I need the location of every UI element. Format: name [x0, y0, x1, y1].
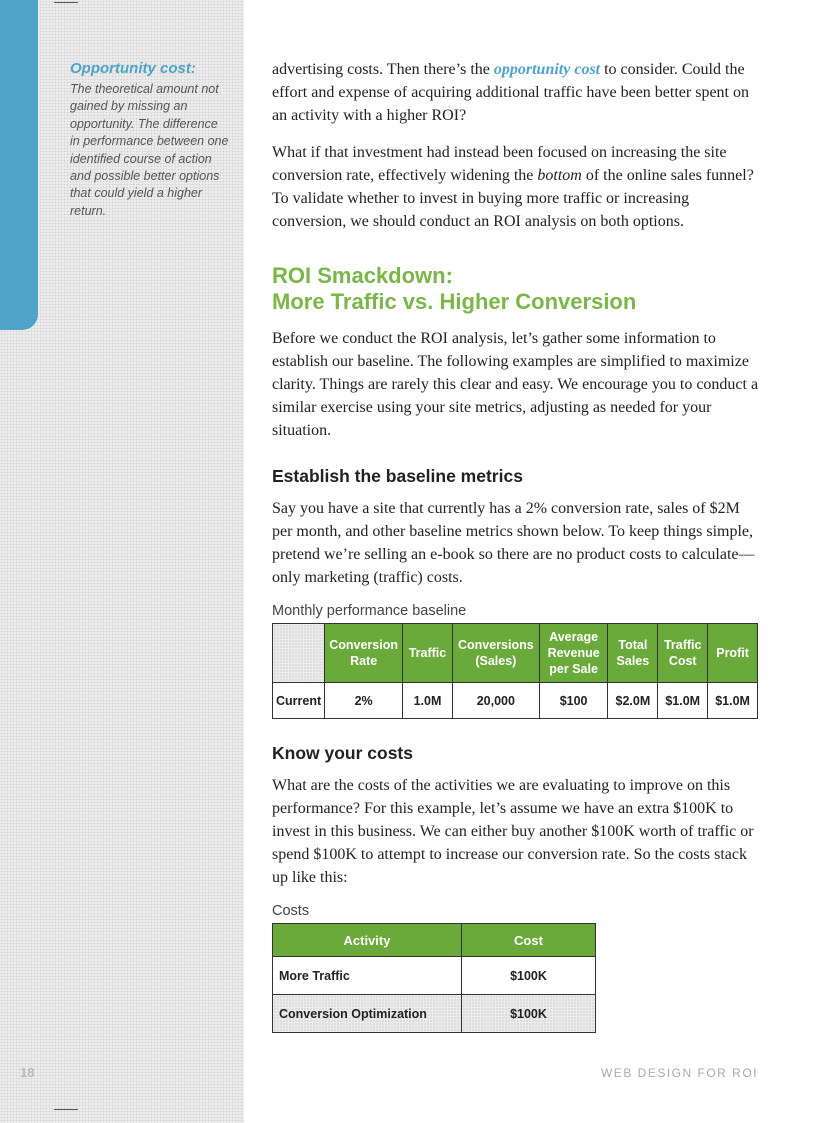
baseline-table-header-row: [273, 624, 758, 683]
crop-mark-bottom: [54, 1109, 78, 1110]
header-total-sales: Total Sales: [608, 624, 658, 683]
intro-p1-end: to consider. Could the effort and expense of acquiring additional traffic have been better spent on an activity with a higher ROI?: [272, 61, 749, 124]
sidenote: [70, 60, 230, 220]
running-footer: WEB DESIGN FOR ROI: [600, 1066, 758, 1080]
header-cost: Cost: [462, 924, 596, 957]
crop-mark-top: [54, 2, 78, 3]
baseline-paragraph: Say you have a site that currently has a 2% conversion rate, sales of $2M per month, and other baseline metrics shown below. To keep things simple, pretend we’re selling an e-book so there are no product costs to calculate—only marketing (traffic) costs.: [272, 500, 755, 586]
activity-cell: More Traffic: [273, 957, 462, 995]
cell-conversions: 20,000: [452, 683, 539, 719]
intro-paragraph-2: [272, 141, 760, 233]
header-conversion-rate: Conversion Rate: [325, 624, 403, 683]
header-activity: Activity: [273, 924, 462, 957]
header-traffic-cost: Traffic Cost: [658, 624, 708, 683]
main-content: [272, 58, 760, 1033]
section-title-line-2: More Traffic vs. Higher Conversion: [272, 289, 637, 314]
baseline-table: [272, 623, 758, 719]
baseline-corner-cell: [273, 624, 325, 683]
opportunity-cost-term: opportunity cost: [493, 61, 601, 78]
cost-cell: $100K: [462, 957, 596, 995]
cell-profit: $1.0M: [708, 683, 758, 719]
section-paragraph: Before we conduct the ROI analysis, let’s gather some information to establish our baseline. The following examples are simplified to maximize clarity. Things are rarely this clear and easy. We encourage you to conduct a similar exercise using your site metrics, adjusting as needed for your situation.: [272, 330, 759, 439]
intro-p2-start: What if that investment had instead been focused on increasing the site conversion rate, effectively widening the: [272, 144, 727, 184]
section-title: [272, 263, 760, 315]
sidenote-body: The theoretical amount not gained by missing an opportunity. The difference in performance between one identified course of action and possible better options that could yield a higher return.: [70, 82, 229, 218]
cell-conversion-rate: 2%: [325, 683, 403, 719]
table-row: [273, 683, 758, 719]
header-profit: Profit: [708, 624, 758, 683]
baseline-table-caption: Monthly performance baseline: [272, 603, 467, 619]
cost-cell: $100K: [462, 995, 596, 1033]
cell-traffic-cost: $1.0M: [658, 683, 708, 719]
chapter-tab: [0, 0, 38, 330]
costs-heading: Know your costs: [272, 743, 413, 763]
costs-table-caption: Costs: [272, 903, 310, 919]
table-row: [273, 957, 596, 995]
cell-average-revenue: $100: [539, 683, 608, 719]
header-traffic: Traffic: [403, 624, 453, 683]
costs-paragraph: What are the costs of the activities we are evaluating to improve on this performance? For this example, let’s assume we have an extra $100K to invest in this business. We can either buy another $100K worth of traffic or spend $100K to attempt to increase our conversion rate. So the costs stack up like this:: [272, 777, 754, 886]
activity-cell: Conversion Optimization: [273, 995, 462, 1033]
sidenote-title: Opportunity cost:: [70, 60, 196, 77]
intro-paragraph-1: [272, 58, 760, 127]
header-conversions: Conversions (Sales): [452, 624, 539, 683]
header-average-revenue: Average Revenue per Sale: [539, 624, 608, 683]
row-label-current: Current: [273, 683, 325, 719]
costs-table: [272, 923, 596, 1033]
cell-traffic: 1.0M: [403, 683, 453, 719]
baseline-heading: Establish the baseline metrics: [272, 466, 523, 486]
intro-p1-start: advertising costs. Then there’s the: [272, 61, 494, 78]
cell-total-sales: $2.0M: [608, 683, 658, 719]
costs-table-header-row: [273, 924, 596, 957]
section-title-line-1: ROI Smackdown:: [272, 263, 453, 288]
bottom-emphasis: bottom: [537, 167, 582, 184]
page-number: 18: [20, 1065, 35, 1080]
intro-p2-end: of the online sales funnel? To validate whether to invest in buying more traffic or increasing conversion, we should conduct an ROI analysis on both options.: [272, 167, 754, 230]
table-row: [273, 995, 596, 1033]
